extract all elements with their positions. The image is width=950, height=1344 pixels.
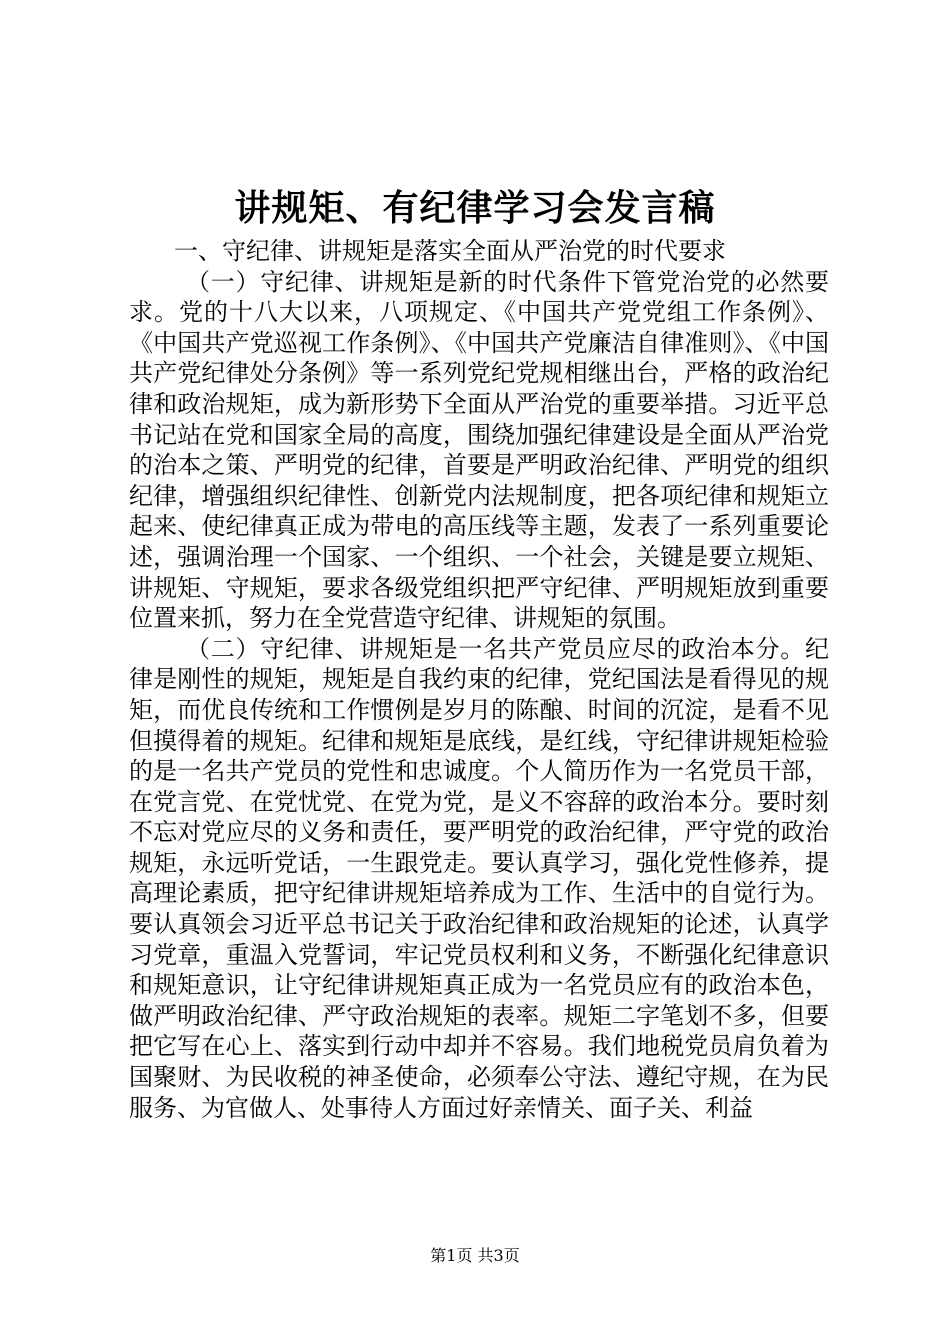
paragraph-2: （二）守纪律、讲规矩是一名共产党员应尽的政治本分。纪律是刚性的规矩，规矩是自我约束的纪律，党纪国法是看得见的规矩，而优良传统和工作惯例是岁月的陈酿、时间的沉淀，是看不见但摸得着的规矩。纪律和规矩是底线，是红线，守纪律讲规矩检验的是一名共产党员的党性和忠诚度。个人简历作为一名党员干部，在党言党、在党忧党、在党为党，是义不容辞的政治本分。要时刻不忘对党应尽的义务和责任，要严明党的政治纪律，严守党的政治规矩，永远听党话，一生跟党走。要认真学习，强化党性修养，提高理论素质，把守纪律讲规矩培养成为工作、生活中的自觉行为。要认真领会习近平总书记关于政治纪律和政治规矩的论述，认真学习党章，重温入党誓词，牢记党员权利和义务，不断强化纪律意识和规矩意识，让守纪律讲规矩真正成为一名党员应有的政治本色，做严明政治纪律、严守政治规矩的表率。规矩二字笔划不多，但要把它写在心上、落实到行动中却并不容易。我们地税党员肩负着为国聚财、为民收税的神圣使命，必须奉公守法、遵纪守规，在为民服务、为官做人、处事待人方面过好亲情关、面子关、利益 [129, 634, 829, 1122]
paragraph-1: （一）守纪律、讲规矩是新的时代条件下管党治党的必然要求。党的十八大以来，八项规定、《中国共产党党组工作条例》、《中国共产党巡视工作条例》、《中国共产党廉洁自律准则》、《中国共产党纪律处分条例》等一系列党纪党规相继出台，严格的政治纪律和政治规矩，成为新形势下全面从严治党的重要举措。习近平总书记站在党和国家全局的高度，围绕加强纪律建设是全面从严治党的治本之策、严明党的纪律，首要是严明政治纪律、严明党的组织纪律，增强组织纪律性、创新党内法规制度，把各项纪律和规矩立起来、使纪律真正成为带电的高压线等主题，发表了一系列重要论述，强调治理一个国家、一个组织、一个社会，关键是要立规矩、讲规矩、守规矩，要求各级党组织把严守纪律、严明规矩放到重要位置来抓，努力在全党营造守纪律、讲规矩的氛围。 [129, 267, 829, 633]
document-title: 讲规矩、有纪律学习会发言稿 [234, 187, 716, 229]
document-body [129, 236, 829, 1123]
page-number-footer: 第1页 共3页 [430, 1246, 520, 1265]
section-heading: 一、守纪律、讲规矩是落实全面从严治党的时代要求 [174, 237, 726, 265]
